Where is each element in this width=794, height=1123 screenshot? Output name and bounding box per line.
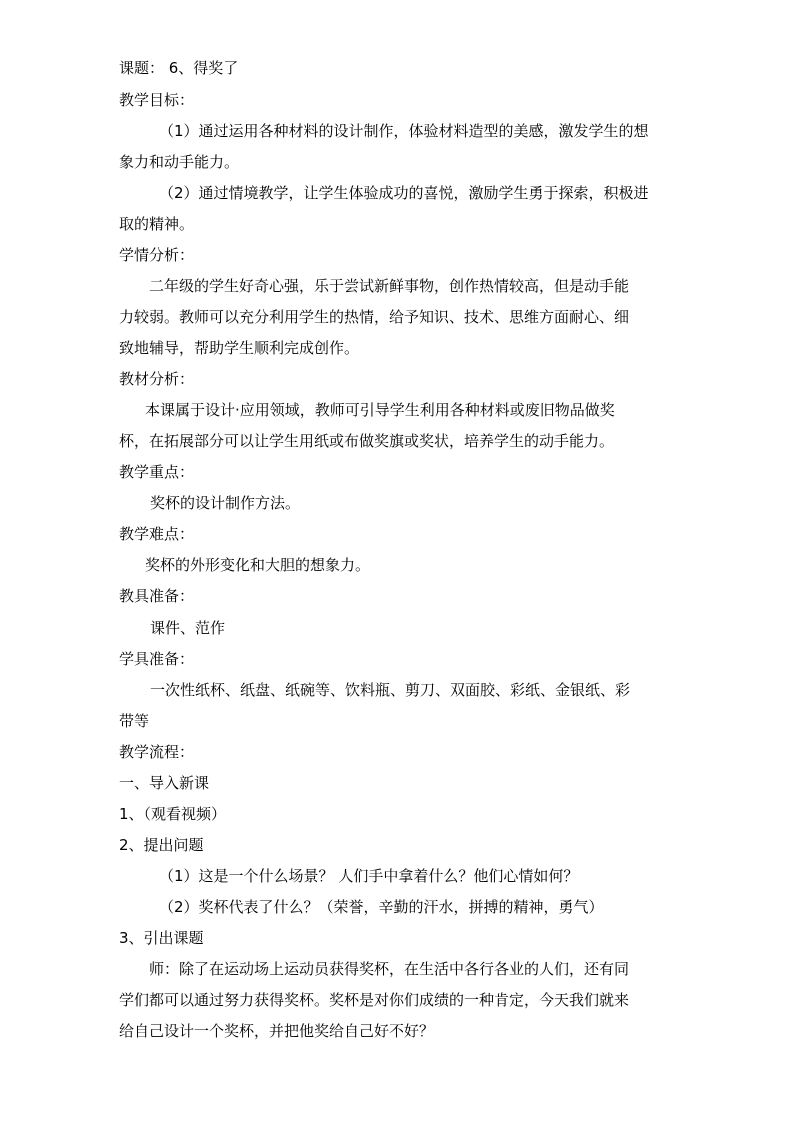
objective-2-line-1: （2）通过情境教学，让学生体验成功的喜悦，激励学生勇于探索，积极进 [159,184,649,202]
teacher-tools-heading: 教具准备： [119,587,195,605]
objective-1-line-2: 象力和动手能力。 [119,153,240,171]
process-question-2: （2）奖杯代表了什么？（荣誉，辛勤的汗水，拼搏的精神，勇气） [159,898,604,916]
lesson-title: 课题： 6、得奖了 [119,59,239,77]
students-line-2: 力较弱。教师可以充分利用学生的热情，给予知识、技术、思维方面耐心、细 [119,308,630,326]
students-line-3: 致地辅导，帮助学生顺利完成创作。 [119,339,360,357]
process-question-1: （1）这是一个什么场景？ 人们手中拿着什么？他们心情如何？ [159,867,579,885]
materials-analysis-line-1: 本课属于设计·应用领域，教师可引导学生利用各种材料或废旧物品做奖 [145,401,615,419]
objective-2-line-2: 取的精神。 [119,215,195,233]
student-tools-heading: 学具准备： [119,650,195,668]
process-heading: 教学流程： [119,743,195,761]
student-tools-line-2: 带等 [119,712,150,730]
students-line-1: 二年级的学生好奇心强，乐于尝试新鲜事物，创作热情较高，但是动手能 [149,277,630,295]
process-step-3: 3、引出课题 [119,929,204,947]
objectives-heading: 教学目标： [119,91,195,109]
key-points-heading: 教学重点： [119,463,195,481]
materials-analysis-line-2: 杯，在拓展部分可以让学生用纸或布做奖旗或奖状，培养学生的动手能力。 [119,432,615,450]
process-section-1: 一、导入新课 [119,774,210,792]
teacher-tools-text: 课件、范作 [150,619,226,637]
difficulties-text: 奖杯的外形变化和大胆的想象力。 [145,556,371,574]
materials-analysis-heading: 教材分析： [119,370,195,388]
teacher-line-2: 学们都可以通过努力获得奖杯。奖杯是对你们成绩的一种肯定，今天我们就来 [119,991,630,1009]
process-step-1: 1、（观看视频） [119,805,227,823]
difficulties-heading: 教学难点： [119,525,195,543]
teacher-line-3: 给自己设计一个奖杯，并把他奖给自己好不好？ [119,1022,435,1040]
key-points-text: 奖杯的设计制作方法。 [150,494,301,512]
teacher-line-1: 师：除了在运动场上运动员获得奖杯，在生活中各行各业的人们，还有同 [149,960,630,978]
process-step-2: 2、提出问题 [119,836,204,854]
students-heading: 学情分析： [119,246,195,264]
student-tools-line-1: 一次性纸杯、纸盘、纸碗等、饮料瓶、剪刀、双面胶、彩纸、金银纸、彩 [150,681,631,699]
objective-1-line-1: （1）通过运用各种材料的设计制作，体验材料造型的美感，激发学生的想 [159,122,649,140]
